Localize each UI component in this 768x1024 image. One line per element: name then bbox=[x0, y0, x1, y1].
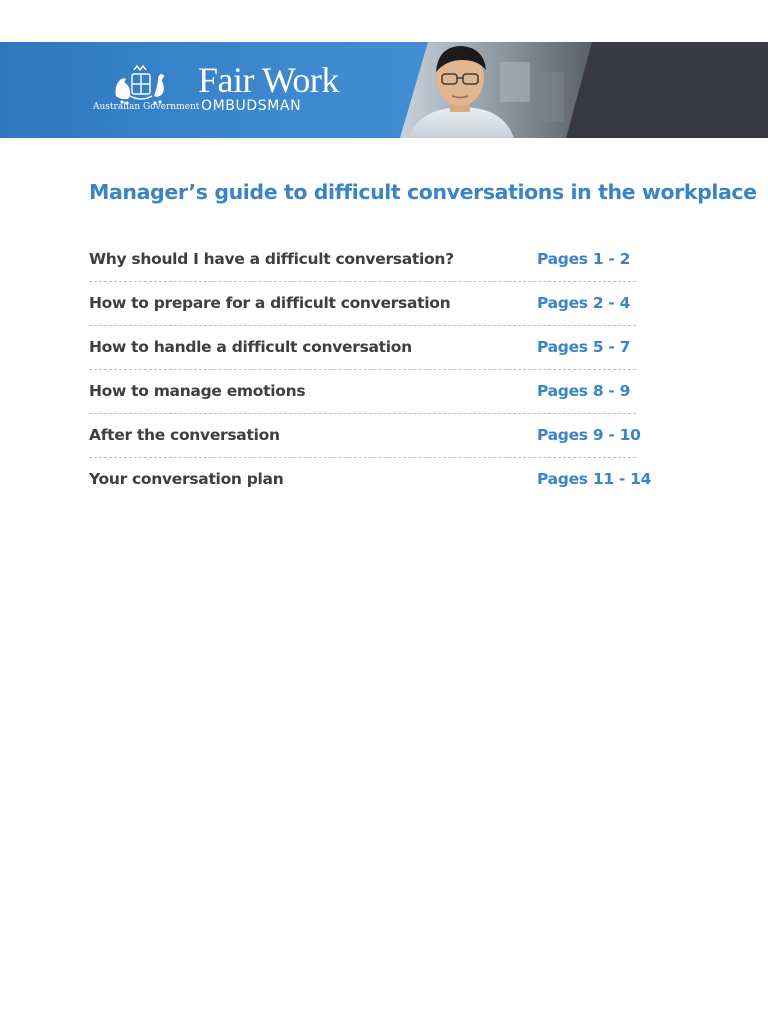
toc-row bbox=[89, 458, 652, 501]
toc-entry-label: How to prepare for a difficult conversation bbox=[89, 294, 451, 312]
toc-row bbox=[89, 326, 636, 370]
toc-entry-pages: Pages 2 - 4 bbox=[537, 294, 631, 312]
toc-entry-label: How to manage emotions bbox=[89, 382, 306, 400]
toc-entry-label: How to handle a difficult conversation bbox=[89, 338, 412, 356]
document-title: Manager’s guide to difficult conversations in the workplace bbox=[89, 180, 757, 204]
header-banner bbox=[0, 42, 768, 138]
toc-entry-pages: Pages 8 - 9 bbox=[537, 382, 631, 400]
toc-row bbox=[89, 414, 641, 458]
toc-entry-pages: Pages 5 - 7 bbox=[537, 338, 631, 356]
brand-subtitle: OMBUDSMAN bbox=[201, 98, 302, 114]
toc-row bbox=[89, 370, 636, 414]
toc-row bbox=[89, 238, 636, 282]
toc-entry-label: Your conversation plan bbox=[89, 470, 284, 488]
toc-entry-label: After the conversation bbox=[89, 426, 280, 444]
brand-title: Fair Work bbox=[198, 60, 339, 100]
header-photo bbox=[400, 42, 768, 138]
toc-entry-pages: Pages 9 - 10 bbox=[537, 426, 641, 444]
toc-entry-pages: Pages 11 - 14 bbox=[537, 470, 652, 488]
toc-entry-label: Why should I have a difficult conversation? bbox=[89, 250, 454, 268]
government-label: Australian Government bbox=[93, 102, 200, 112]
toc-entry-pages: Pages 1 - 2 bbox=[537, 250, 631, 268]
table-of-contents bbox=[89, 238, 652, 501]
toc-row bbox=[89, 282, 636, 326]
